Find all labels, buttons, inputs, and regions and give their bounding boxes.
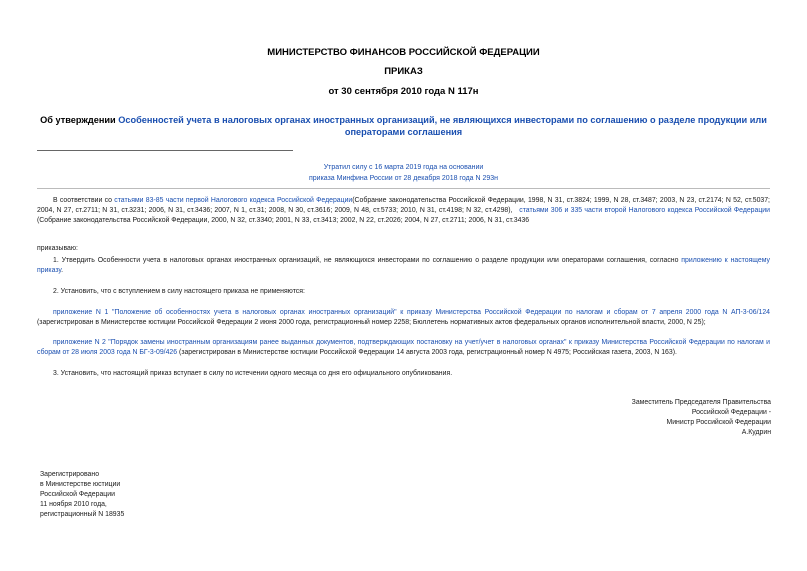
annex-2-link[interactable]: приложение N 2 "Порядок замены иностранным организациям ранее выданных документов, подтверждающих постановку на учет/учет в налоговых органах" к приказу Министерства Российской Федерации по налогам и сборам от 28 июля 2003 года N БГ-3-09/426 — [37, 339, 770, 356]
annex-2-text: (зарегистрирован в Министерстве юстиции Российской Федерации 14 августа 2003 года, регистрационный номер N 4975; Российская газета, 2003, N 163). — [177, 349, 677, 356]
signature-name: А.Кудрин — [741, 429, 771, 436]
signature-line-1: Заместитель Председателя Правительства — [631, 399, 771, 406]
registration-line-5: регистрационный N 18935 — [40, 511, 125, 518]
ministry-heading: МИНИСТЕРСТВО ФИНАНСОВ РОССИЙСКОЙ ФЕДЕРАЦИИ — [267, 47, 540, 58]
document-title — [40, 114, 767, 138]
paragraph-2: 2. Установить, что с вступлением в силу настоящего приказа не применяются: — [53, 288, 305, 295]
title-link[interactable]: Особенностей учета в налоговых органах иностранных организаций, не являющихся инвесторами по соглашению о разделе продукции или операторами соглашения — [118, 115, 767, 137]
signature-line-3: Министр Российской Федерации — [666, 419, 771, 426]
status-line-2-link[interactable]: приказа Минфина России от 28 декабря 2018 года N 293н — [308, 175, 499, 182]
p1-link-part2-tax-code[interactable]: статьями 306 и 335 части второй Налогового кодекса Российской Федерации — [519, 207, 770, 214]
paragraph-3: 3. Установить, что настоящий приказ вступает в силу по истечении одного месяца со дня его официального опубликования. — [53, 370, 453, 377]
registration-line-2: в Министерстве юстиции — [40, 481, 121, 488]
registration-line-3: Российской Федерации — [40, 491, 115, 498]
divider-short — [37, 150, 293, 151]
registration-line-1: Зарегистрировано — [40, 471, 100, 478]
annex-1-text: (зарегистрирован в Министерстве юстиции Российской Федерации 2 июня 2000 года, регистрационный номер 2258; Бюллетень нормативных актов федеральных органов исполнительной власти, 2000, N 25); — [37, 319, 706, 326]
orders-word: приказываю: — [37, 245, 78, 252]
p1-text-b: (Собрание законодательства Российской Федерации, 1998, N 31, ст.3824; 1999, N 28, ст.3487; 2003, N 23, ст.2174; N 52, ст.5037; 2004, N 27, ст.2711; N 31, ст.3231; 2006, N 31, ст.3436; 2007, N 1, ст.31; 2008, N 30, ст.3616; 2009, N 48, ст.5733; 2010, N 31, ст.4198; N 32, ст.4298), — [37, 197, 770, 214]
paragraph-1 — [37, 256, 770, 276]
status-line-1[interactable]: Утратил силу с 16 марта 2019 года на основании — [323, 164, 484, 171]
paragraph-annex-2 — [37, 338, 770, 358]
registration-line-4: 11 ноября 2010 года, — [40, 501, 107, 508]
p2-text-b: . — [61, 267, 64, 274]
p1-text-c: (Собрание законодательства Российской Федерации, 2000, N 32, ст.3340; 2001, N 33, ст.3413; 2002, N 22, ст.2026; 2004, N 27, ст.2711; 2006, N 31, ст.3436 — [37, 217, 530, 224]
annex-1-link[interactable]: приложение N 1 "Положение об особенностях учета в налоговых органах иностранных организаций" к приказу Министерства Российской Федерации по налогам и сборам от 7 апреля 2000 года N АП-3-06/124 — [53, 309, 770, 316]
date-number-heading: от 30 сентября 2010 года N 117н — [328, 86, 479, 97]
signature-line-2: Российской Федерации - — [691, 409, 771, 416]
p2-text-a: 1. Утвердить Особенности учета в налоговых органах иностранных организаций, не являющихся инвесторами по соглашению о разделе продукции или операторами соглашения, согласно — [53, 257, 682, 264]
p1-text-a: В соответствии со — [53, 197, 115, 204]
paragraph-basis — [37, 196, 770, 226]
title-prefix: Об утверждении — [40, 115, 119, 125]
doc-type-heading: ПРИКАЗ — [384, 66, 423, 77]
paragraph-annex-1 — [37, 308, 770, 328]
divider-long — [37, 188, 770, 189]
p1-link-part1-tax-code[interactable]: статьями 83-85 части первой Налогового кодекса Российской Федерации — [114, 197, 353, 204]
p2-link-appendix[interactable]: приложению к настоящему приказу — [37, 257, 770, 274]
